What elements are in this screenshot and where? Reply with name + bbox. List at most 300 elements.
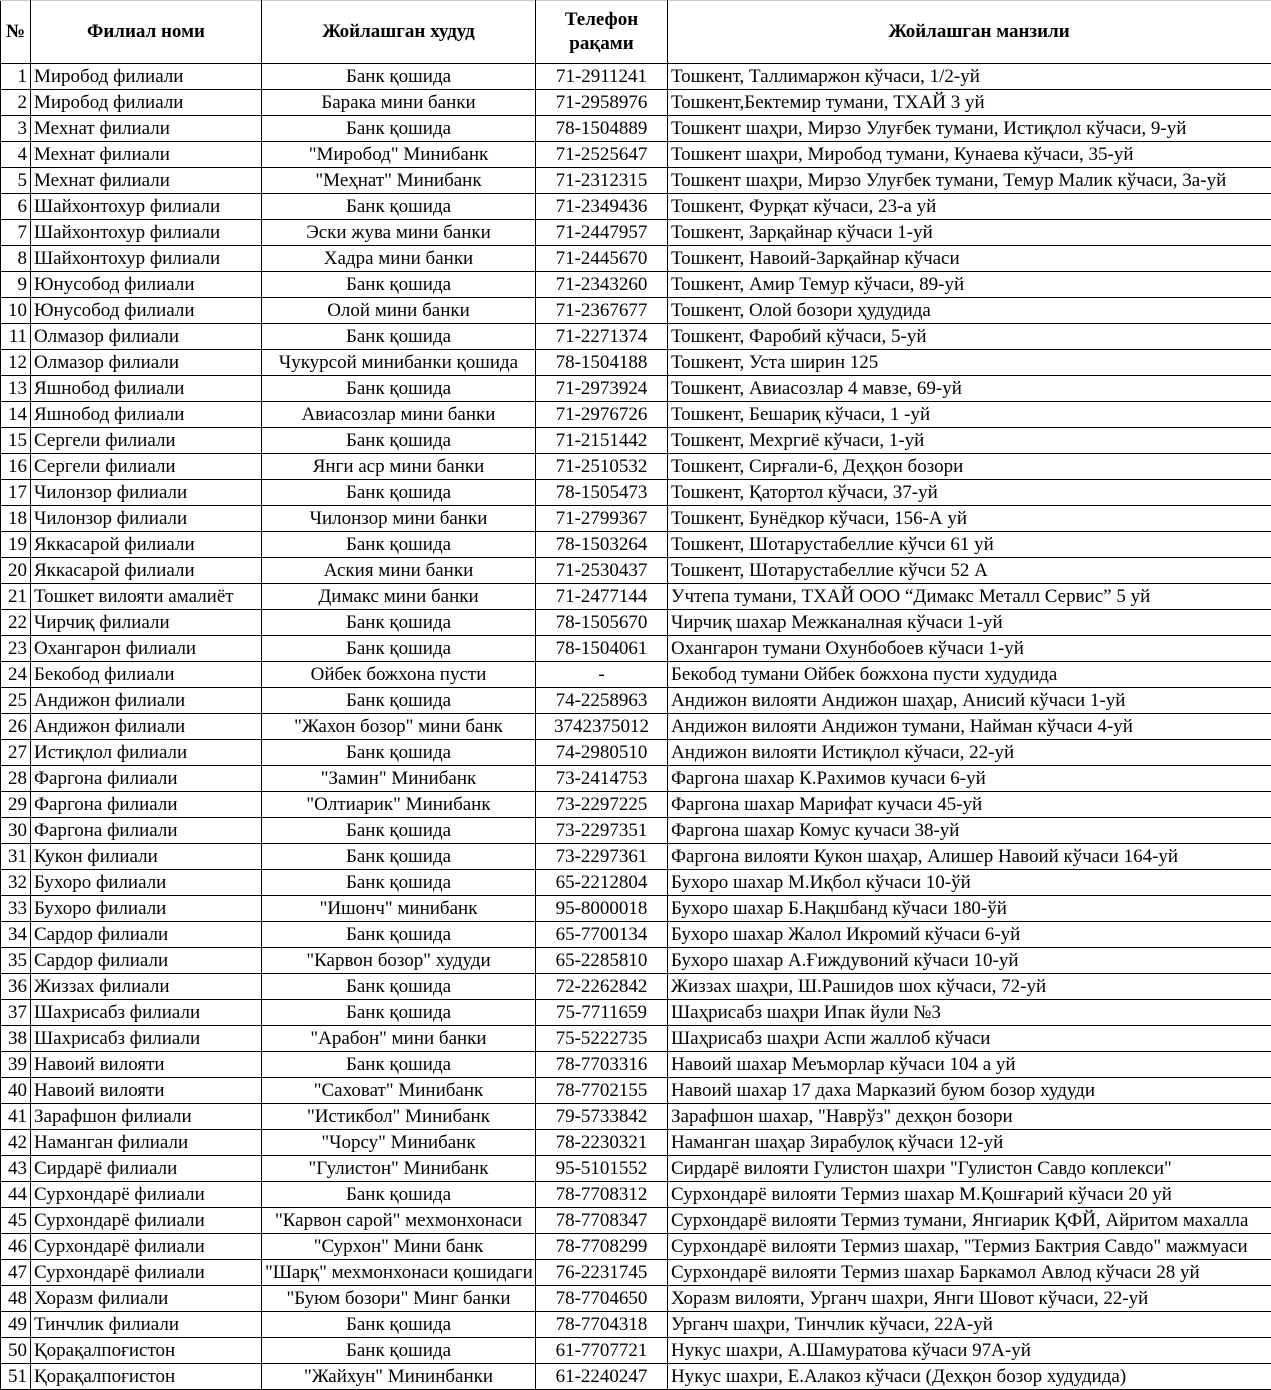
table-row	[1, 740, 1271, 766]
row-number-cell: 33	[1, 896, 31, 922]
location-area-cell: Чилонзор мини банки	[262, 506, 536, 532]
table-row	[1, 870, 1271, 896]
address-cell: Сурхондарё вилояти Термиз шахар М.Қошғарий кўчаси 20 уй	[668, 1182, 1271, 1208]
branch-name-cell: Бухоро филиали	[31, 870, 262, 896]
location-area-cell: "Истикбол" Минибанк	[262, 1104, 536, 1130]
location-area-cell: Авиасозлар мини банки	[262, 402, 536, 428]
address-cell: Тошкент шаҳри, Миробод тумани, Кунаева кўчаси, 35-уй	[668, 142, 1271, 168]
location-area-cell: "Ишонч" минибанк	[262, 896, 536, 922]
location-area-cell: Банк қошида	[262, 1182, 536, 1208]
table-row	[1, 1364, 1271, 1390]
phone-number-cell: 78-1505670	[536, 610, 668, 636]
header-row	[1, 1, 1271, 64]
header-number: №	[1, 1, 31, 64]
row-number-cell: 23	[1, 636, 31, 662]
table-row	[1, 1234, 1271, 1260]
address-cell: Тошкент, Фаробий кўчаси, 5-уй	[668, 324, 1271, 350]
branch-name-cell: Шахрисабз филиали	[31, 1026, 262, 1052]
location-area-cell: "Миробод" Минибанк	[262, 142, 536, 168]
row-number-cell: 16	[1, 454, 31, 480]
table-row	[1, 90, 1271, 116]
row-number-cell: 22	[1, 610, 31, 636]
location-area-cell: Банк қошида	[262, 844, 536, 870]
address-cell: Сирдарё вилояти Гулистон шахри "Гулистон Савдо коплекси"	[668, 1156, 1271, 1182]
branch-name-cell: Сурхондарё филиали	[31, 1208, 262, 1234]
phone-number-cell: 71-2799367	[536, 506, 668, 532]
phone-number-cell: 78-7703316	[536, 1052, 668, 1078]
location-area-cell: Олой мини банки	[262, 298, 536, 324]
address-cell: Бухоро шахар А.Ғиждувоний кўчаси 10-уй	[668, 948, 1271, 974]
location-area-cell: "Карвон сарой" мехмонхонаси	[262, 1208, 536, 1234]
branch-name-cell: Миробод филиали	[31, 64, 262, 90]
location-area-cell: Банк қошида	[262, 974, 536, 1000]
branch-name-cell: Навоий вилояти	[31, 1078, 262, 1104]
row-number-cell: 26	[1, 714, 31, 740]
address-cell: Сурхондарё вилояти Термиз шахар, "Термиз Бактрия Савдо" мажмуаси	[668, 1234, 1271, 1260]
row-number-cell: 10	[1, 298, 31, 324]
branch-name-cell: Қорақалпоғистон	[31, 1338, 262, 1364]
branch-name-cell: Шайхонтохур филиали	[31, 220, 262, 246]
branch-name-cell: Шахрисабз филиали	[31, 1000, 262, 1026]
location-area-cell: Банк қошида	[262, 116, 536, 142]
branch-name-cell: Мехнат филиали	[31, 168, 262, 194]
table-row	[1, 610, 1271, 636]
branch-name-cell: Олмазор филиали	[31, 324, 262, 350]
row-number-cell: 46	[1, 1234, 31, 1260]
row-number-cell: 30	[1, 818, 31, 844]
phone-number-cell: 78-1504188	[536, 350, 668, 376]
phone-number-cell: 78-2230321	[536, 1130, 668, 1156]
phone-number-cell: 78-1505473	[536, 480, 668, 506]
table-row	[1, 480, 1271, 506]
address-cell: Андижон вилояти Андижон шаҳар, Анисий кўчаси 1-уй	[668, 688, 1271, 714]
table-row	[1, 1000, 1271, 1026]
phone-number-cell: 74-2980510	[536, 740, 668, 766]
address-cell: Шаҳрисабз шаҳри Аспи жаллоб кўчаси	[668, 1026, 1271, 1052]
address-cell: Шаҳрисабз шаҳри Ипак йули №3	[668, 1000, 1271, 1026]
row-number-cell: 2	[1, 90, 31, 116]
phone-number-cell: 78-1503264	[536, 532, 668, 558]
branch-name-cell: Охангарон филиали	[31, 636, 262, 662]
branch-name-cell: Наманган филиали	[31, 1130, 262, 1156]
address-cell: Тошкент, Сирғали-6, Деҳқон бозори	[668, 454, 1271, 480]
table-row	[1, 792, 1271, 818]
table-row	[1, 844, 1271, 870]
branch-name-cell: Шайхонтохур филиали	[31, 246, 262, 272]
address-cell: Андижон вилояти Истиқлол кўчаси, 22-уй	[668, 740, 1271, 766]
phone-number-cell: 72-2262842	[536, 974, 668, 1000]
location-area-cell: Банк қошида	[262, 480, 536, 506]
row-number-cell: 40	[1, 1078, 31, 1104]
phone-number-cell: 61-7707721	[536, 1338, 668, 1364]
phone-number-cell: 78-1504889	[536, 116, 668, 142]
address-cell: Тошкент, Фурқат кўчаси, 23-а уй	[668, 194, 1271, 220]
row-number-cell: 21	[1, 584, 31, 610]
table-row	[1, 1156, 1271, 1182]
branch-name-cell: Миробод филиали	[31, 90, 262, 116]
phone-number-cell: 95-8000018	[536, 896, 668, 922]
phone-number-cell: 73-2297361	[536, 844, 668, 870]
address-cell: Фаргона шахар Комус кучаси 38-уй	[668, 818, 1271, 844]
location-area-cell: Банк қошида	[262, 1000, 536, 1026]
row-number-cell: 24	[1, 662, 31, 688]
branch-name-cell: Юнусобод филиали	[31, 298, 262, 324]
address-cell: Тошкент,Бектемир тумани, ТХАЙ 3 уй	[668, 90, 1271, 116]
branch-name-cell: Андижон филиали	[31, 688, 262, 714]
table-row	[1, 1312, 1271, 1338]
header-location-area: Жойлашган худуд	[262, 1, 536, 64]
row-number-cell: 36	[1, 974, 31, 1000]
phone-number-cell: 75-5222735	[536, 1026, 668, 1052]
table-row	[1, 818, 1271, 844]
address-cell: Тошкент, Бешариқ кўчаси, 1 -уй	[668, 402, 1271, 428]
branch-name-cell: Яккасарой филиали	[31, 532, 262, 558]
table-row	[1, 298, 1271, 324]
phone-number-cell: 71-2343260	[536, 272, 668, 298]
row-number-cell: 35	[1, 948, 31, 974]
phone-number-cell: 71-2911241	[536, 64, 668, 90]
location-area-cell: Эски жува мини банки	[262, 220, 536, 246]
row-number-cell: 43	[1, 1156, 31, 1182]
branch-name-cell: Сардор филиали	[31, 922, 262, 948]
location-area-cell: Димакс мини банки	[262, 584, 536, 610]
location-area-cell: "Сурхон" Мини банк	[262, 1234, 536, 1260]
phone-number-cell: 75-7711659	[536, 1000, 668, 1026]
location-area-cell: Ойбек божхона пусти	[262, 662, 536, 688]
location-area-cell: "Жахон бозор" мини банк	[262, 714, 536, 740]
table-row	[1, 64, 1271, 90]
phone-number-cell: 71-2271374	[536, 324, 668, 350]
row-number-cell: 8	[1, 246, 31, 272]
phone-number-cell: 78-7702155	[536, 1078, 668, 1104]
branch-name-cell: Яшнобод филиали	[31, 402, 262, 428]
row-number-cell: 49	[1, 1312, 31, 1338]
branch-name-cell: Сардор филиали	[31, 948, 262, 974]
location-area-cell: "Олтиарик" Минибанк	[262, 792, 536, 818]
row-number-cell: 1	[1, 64, 31, 90]
address-cell: Тошкент, Авиасозлар 4 мавзе, 69-уй	[668, 376, 1271, 402]
location-area-cell: Банк қошида	[262, 324, 536, 350]
phone-number-cell: 78-1504061	[536, 636, 668, 662]
row-number-cell: 39	[1, 1052, 31, 1078]
table-row	[1, 1338, 1271, 1364]
row-number-cell: 11	[1, 324, 31, 350]
phone-number-cell: 71-2958976	[536, 90, 668, 116]
address-cell: Бекобод тумани Ойбек божхона пусти худудида	[668, 662, 1271, 688]
address-cell: Бухоро шахар М.Иқбол кўчаси 10-ўй	[668, 870, 1271, 896]
row-number-cell: 27	[1, 740, 31, 766]
row-number-cell: 9	[1, 272, 31, 298]
row-number-cell: 19	[1, 532, 31, 558]
row-number-cell: 3	[1, 116, 31, 142]
branch-name-cell: Фаргона филиали	[31, 818, 262, 844]
location-area-cell: Янги аср мини банки	[262, 454, 536, 480]
location-area-cell: Банк қошида	[262, 194, 536, 220]
row-number-cell: 47	[1, 1260, 31, 1286]
phone-number-cell: 71-2447957	[536, 220, 668, 246]
address-cell: Наманган шаҳар Зирабулоқ кўчаси 12-уй	[668, 1130, 1271, 1156]
address-cell: Охангарон тумани Охунбобоев кўчаси 1-уй	[668, 636, 1271, 662]
location-area-cell: Аския мини банки	[262, 558, 536, 584]
location-area-cell: Банк қошида	[262, 64, 536, 90]
table-row	[1, 1130, 1271, 1156]
row-number-cell: 50	[1, 1338, 31, 1364]
table-row	[1, 350, 1271, 376]
branch-name-cell: Бухоро филиали	[31, 896, 262, 922]
phone-number-cell: 95-5101552	[536, 1156, 668, 1182]
table-row	[1, 246, 1271, 272]
row-number-cell: 37	[1, 1000, 31, 1026]
address-cell: Тошкент, Олой бозори ҳудудида	[668, 298, 1271, 324]
header-branch-name: Филиал номи	[31, 1, 262, 64]
table-row	[1, 1104, 1271, 1130]
phone-number-cell: 79-5733842	[536, 1104, 668, 1130]
table-row	[1, 948, 1271, 974]
location-area-cell: "Арабон" мини банки	[262, 1026, 536, 1052]
phone-number-cell: 71-2973924	[536, 376, 668, 402]
table-row	[1, 168, 1271, 194]
address-cell: Тошкент, Бунёдкор кўчаси, 156-А уй	[668, 506, 1271, 532]
table-row	[1, 376, 1271, 402]
branch-name-cell: Сурхондарё филиали	[31, 1182, 262, 1208]
phone-number-cell: 71-2312315	[536, 168, 668, 194]
branch-name-cell: Жиззах филиали	[31, 974, 262, 1000]
phone-number-cell: 78-7704318	[536, 1312, 668, 1338]
location-area-cell: Банк қошида	[262, 818, 536, 844]
row-number-cell: 31	[1, 844, 31, 870]
branch-name-cell: Яккасарой филиали	[31, 558, 262, 584]
address-cell: Учтепа тумани, ТХАЙ ООО “Димакс Металл Сервис” 5 уй	[668, 584, 1271, 610]
location-area-cell: Банк қошида	[262, 1312, 536, 1338]
table-row	[1, 896, 1271, 922]
table-row	[1, 142, 1271, 168]
location-area-cell: "Замин" Минибанк	[262, 766, 536, 792]
location-area-cell: Банк қошида	[262, 428, 536, 454]
location-area-cell: "Меҳнат" Минибанк	[262, 168, 536, 194]
row-number-cell: 15	[1, 428, 31, 454]
location-area-cell: Банк қошида	[262, 688, 536, 714]
location-area-cell: Банк қошида	[262, 1338, 536, 1364]
branch-name-cell: Чилонзор филиали	[31, 506, 262, 532]
table-row	[1, 1260, 1271, 1286]
table-row	[1, 506, 1271, 532]
table-row	[1, 428, 1271, 454]
address-cell: Тошкент, Навоий-Зарқайнар кўчаси	[668, 246, 1271, 272]
address-cell: Фаргона вилояти Кукон шаҳар, Алишер Навоий кўчаси 164-уй	[668, 844, 1271, 870]
location-area-cell: Банк қошида	[262, 870, 536, 896]
phone-number-cell: 3742375012	[536, 714, 668, 740]
address-cell: Жиззах шаҳри, Ш.Рашидов шох кўчаси, 72-уй	[668, 974, 1271, 1000]
branch-name-cell: Шайхонтохур филиали	[31, 194, 262, 220]
row-number-cell: 20	[1, 558, 31, 584]
location-area-cell: "Гулистон" Минибанк	[262, 1156, 536, 1182]
phone-number-cell: 76-2231745	[536, 1260, 668, 1286]
table-row	[1, 922, 1271, 948]
branch-name-cell: Чирчиқ филиали	[31, 610, 262, 636]
row-number-cell: 51	[1, 1364, 31, 1390]
row-number-cell: 41	[1, 1104, 31, 1130]
address-cell: Хоразм вилояти, Урганч шахри, Янги Шовот кўчаси, 22-уй	[668, 1286, 1271, 1312]
row-number-cell: 38	[1, 1026, 31, 1052]
phone-number-cell: 74-2258963	[536, 688, 668, 714]
address-cell: Навоий шахар 17 даха Марказий буюм бозор худуди	[668, 1078, 1271, 1104]
table-row	[1, 324, 1271, 350]
phone-number-cell: 71-2976726	[536, 402, 668, 428]
row-number-cell: 12	[1, 350, 31, 376]
row-number-cell: 34	[1, 922, 31, 948]
phone-number-cell: 65-2212804	[536, 870, 668, 896]
row-number-cell: 32	[1, 870, 31, 896]
row-number-cell: 42	[1, 1130, 31, 1156]
location-area-cell: Банк қошида	[262, 922, 536, 948]
table-row	[1, 272, 1271, 298]
table-row	[1, 116, 1271, 142]
branch-name-cell: Тинчлик филиали	[31, 1312, 262, 1338]
phone-number-cell: 65-7700134	[536, 922, 668, 948]
branch-name-cell: Сергели филиали	[31, 428, 262, 454]
phone-number-cell: 65-2285810	[536, 948, 668, 974]
branch-name-cell: Бекобод филиали	[31, 662, 262, 688]
table-row	[1, 1208, 1271, 1234]
row-number-cell: 14	[1, 402, 31, 428]
row-number-cell: 5	[1, 168, 31, 194]
table-row	[1, 220, 1271, 246]
phone-number-cell: 71-2477144	[536, 584, 668, 610]
location-area-cell: Банк қошида	[262, 1052, 536, 1078]
address-cell: Урганч шаҳри, Тинчлик кўчаси, 22А-уй	[668, 1312, 1271, 1338]
address-cell: Тошкент, Шотарустабеллие кўчси 52 А	[668, 558, 1271, 584]
address-cell: Сурхондарё вилояти Термиз тумани, Янгиарик ҚФЙ, Айритом махалла	[668, 1208, 1271, 1234]
phone-number-cell: 71-2445670	[536, 246, 668, 272]
branch-name-cell: Сурхондарё филиали	[31, 1260, 262, 1286]
table-row	[1, 1182, 1271, 1208]
phone-number-cell: 78-7704650	[536, 1286, 668, 1312]
row-number-cell: 7	[1, 220, 31, 246]
row-number-cell: 29	[1, 792, 31, 818]
phone-number-cell: 78-7708347	[536, 1208, 668, 1234]
phone-number-cell: 71-2367677	[536, 298, 668, 324]
address-cell: Тошкент шаҳри, Мирзо Улуғбек тумани, Темур Малик кўчаси, 3а-уй	[668, 168, 1271, 194]
address-cell: Фаргона шахар К.Рахимов кучаси 6-уй	[668, 766, 1271, 792]
address-cell: Бухоро шахар Жалол Икромий кўчаси 6-уй	[668, 922, 1271, 948]
phone-number-cell: 78-7708299	[536, 1234, 668, 1260]
phone-number-cell: 71-2530437	[536, 558, 668, 584]
address-cell: Андижон вилояти Андижон тумани, Найман кўчаси 4-уй	[668, 714, 1271, 740]
branch-name-cell: Мехнат филиали	[31, 142, 262, 168]
table-row	[1, 974, 1271, 1000]
row-number-cell: 17	[1, 480, 31, 506]
table-row	[1, 1078, 1271, 1104]
phone-number-cell: 73-2297351	[536, 818, 668, 844]
location-area-cell: "Саховат" Минибанк	[262, 1078, 536, 1104]
branch-name-cell: Юнусобод филиали	[31, 272, 262, 298]
address-cell: Тошкент, Уста ширин 125	[668, 350, 1271, 376]
address-cell: Нукус шахри, А.Шамуратова кўчаси 97А-уй	[668, 1338, 1271, 1364]
table-row	[1, 1026, 1271, 1052]
address-cell: Тошкент, Шотарустабеллие кўчси 61 уй	[668, 532, 1271, 558]
address-cell: Тошкент, Зарқайнар кўчаси 1-уй	[668, 220, 1271, 246]
phone-number-cell: 71-2510532	[536, 454, 668, 480]
location-area-cell: Чукурсой минибанки қошида	[262, 350, 536, 376]
table-row	[1, 662, 1271, 688]
table-row	[1, 1052, 1271, 1078]
table-row	[1, 558, 1271, 584]
branch-name-cell: Яшнобод филиали	[31, 376, 262, 402]
location-area-cell: Хадра мини банки	[262, 246, 536, 272]
phone-number-cell: 61-2240247	[536, 1364, 668, 1390]
address-cell: Бухоро шахар Б.Нақшбанд кўчаси 180-ўй	[668, 896, 1271, 922]
location-area-cell: "Буюм бозори" Минг банки	[262, 1286, 536, 1312]
address-cell: Тошкент, Таллимаржон кўчаси, 1/2-уй	[668, 64, 1271, 90]
table-row	[1, 766, 1271, 792]
table-row	[1, 194, 1271, 220]
location-area-cell: "Карвон бозор" худуди	[262, 948, 536, 974]
header-phone: Телефон рақами	[536, 1, 668, 64]
address-cell: Нукус шахри, Е.Алакоз кўчаси (Дехқон бозор худудида)	[668, 1364, 1271, 1390]
phone-number-cell: 71-2349436	[536, 194, 668, 220]
location-area-cell: Барака мини банки	[262, 90, 536, 116]
location-area-cell: "Жайхун" Мининбанки	[262, 1364, 536, 1390]
phone-number-cell: 73-2297225	[536, 792, 668, 818]
row-number-cell: 28	[1, 766, 31, 792]
row-number-cell: 6	[1, 194, 31, 220]
branch-name-cell: Олмазор филиали	[31, 350, 262, 376]
location-area-cell: Банк қошида	[262, 610, 536, 636]
row-number-cell: 18	[1, 506, 31, 532]
phone-number-cell: -	[536, 662, 668, 688]
row-number-cell: 44	[1, 1182, 31, 1208]
location-area-cell: Банк қошида	[262, 376, 536, 402]
table-row	[1, 1286, 1271, 1312]
address-cell: Навоий шахар Меъморлар кўчаси 104 а уй	[668, 1052, 1271, 1078]
branch-name-cell: Мехнат филиали	[31, 116, 262, 142]
phone-number-cell: 78-7708312	[536, 1182, 668, 1208]
table-row	[1, 454, 1271, 480]
branch-name-cell: Истиқлол филиали	[31, 740, 262, 766]
row-number-cell: 45	[1, 1208, 31, 1234]
table-row	[1, 584, 1271, 610]
table-row	[1, 636, 1271, 662]
table-row	[1, 532, 1271, 558]
row-number-cell: 25	[1, 688, 31, 714]
location-area-cell: "Чорсу" Минибанк	[262, 1130, 536, 1156]
address-cell: Тошкент шаҳри, Мирзо Улуғбек тумани, Истиқлол кўчаси, 9-уй	[668, 116, 1271, 142]
location-area-cell: "Шарқ" мехмонхонаси қошидаги	[262, 1260, 536, 1286]
address-cell: Сурхондарё вилояти Термиз шахар Баркамол Авлод кўчаси 28 уй	[668, 1260, 1271, 1286]
address-cell: Зарафшон шахар, "Наврўз" дехқон бозори	[668, 1104, 1271, 1130]
row-number-cell: 4	[1, 142, 31, 168]
branch-name-cell: Фаргона филиали	[31, 766, 262, 792]
branch-name-cell: Сергели филиали	[31, 454, 262, 480]
address-cell: Чирчиқ шахар Межканалная кўчаси 1-уй	[668, 610, 1271, 636]
branch-name-cell: Сурхондарё филиали	[31, 1234, 262, 1260]
branch-name-cell: Фаргона филиали	[31, 792, 262, 818]
table-row	[1, 402, 1271, 428]
table-row	[1, 714, 1271, 740]
branch-name-cell: Хоразм филиали	[31, 1286, 262, 1312]
branch-name-cell: Зарафшон филиали	[31, 1104, 262, 1130]
branch-name-cell: Чилонзор филиали	[31, 480, 262, 506]
location-area-cell: Банк қошида	[262, 272, 536, 298]
phone-number-cell: 73-2414753	[536, 766, 668, 792]
table-row	[1, 688, 1271, 714]
branch-name-cell: Сирдарё филиали	[31, 1156, 262, 1182]
location-area-cell: Банк қошида	[262, 532, 536, 558]
branch-name-cell: Тошкет вилояти амалиёт	[31, 584, 262, 610]
address-cell: Тошкент, Амир Темур кўчаси, 89-уй	[668, 272, 1271, 298]
branch-name-cell: Қорақалпоғистон	[31, 1364, 262, 1390]
phone-number-cell: 71-2525647	[536, 142, 668, 168]
